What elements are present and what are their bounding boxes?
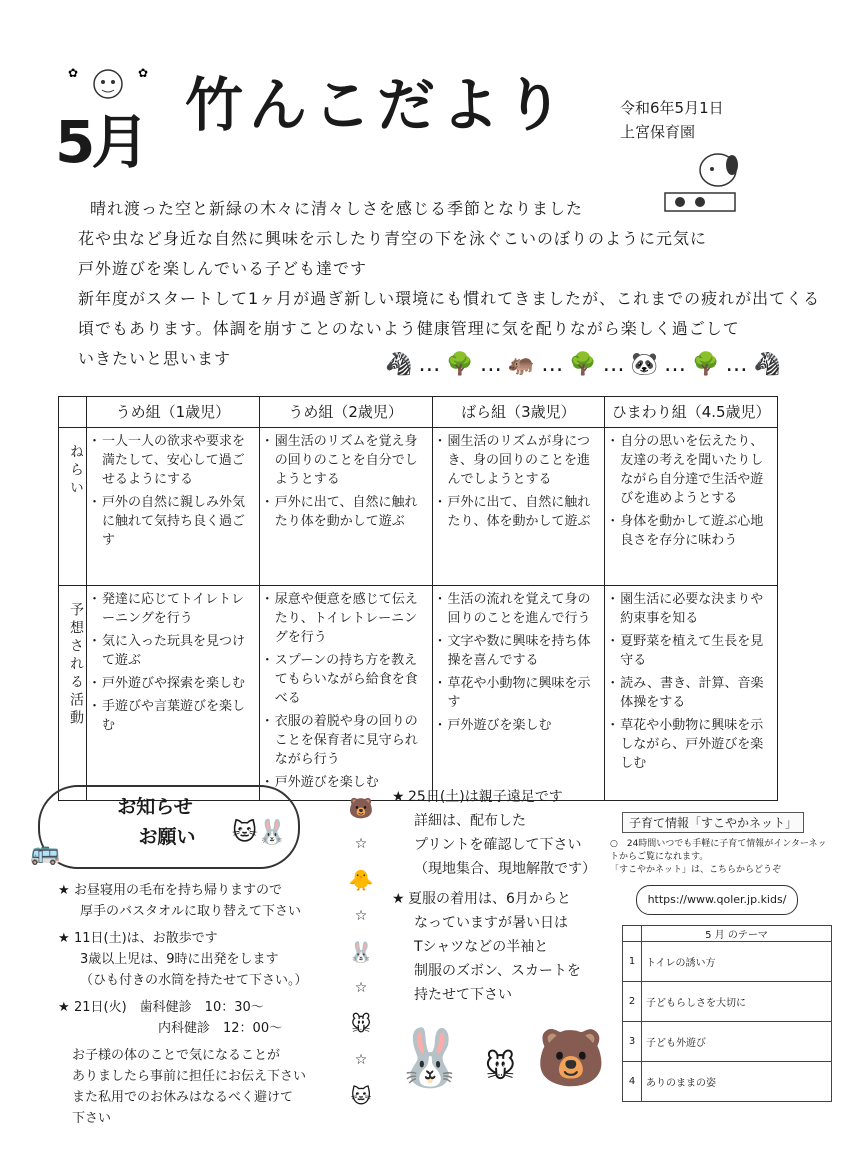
list-item: ・ スプーンの持ち方を教えてもらいながら給食を食べる xyxy=(265,651,427,708)
month-label: 5月 xyxy=(55,108,146,176)
info-line: ○ 24時間いつでも手軽に子育て情報がインターネットからご覧になれます。 xyxy=(610,839,827,862)
intro-line: 頃でもあります。体調を崩すことのないよう健康管理に気を配りながら楽しく過ごして xyxy=(78,319,740,338)
theme-number: 3 xyxy=(623,1022,642,1062)
list-item: ・ 戸外に出て、自然に触れたり、体を動かして遊ぶ xyxy=(438,493,600,531)
notice-text: 内科健診 12：00～ xyxy=(158,1021,283,1036)
svg-text:✿: ✿ xyxy=(68,66,79,80)
theme-text: トイレの誘い方 xyxy=(642,942,832,982)
list-item: ・ 戸外遊びを楽しむ xyxy=(265,773,427,792)
info-line: 「すこやかネット」は、こちらからどうぞ xyxy=(610,865,782,875)
website-link[interactable]: https://www.qoler.jp.kids/ xyxy=(636,885,798,915)
intro-paragraph xyxy=(78,194,821,374)
list-item: ・ 文字や数に興味を持ち体操を喜んでする xyxy=(438,632,600,670)
list-item: ・ 戸外遊びを楽しむ xyxy=(438,716,600,735)
star-icon: ★ xyxy=(58,931,70,946)
list-item: ・ 気に入った玩具を見つけて遊ぶ xyxy=(92,632,254,670)
list-item: ・ 読み、書き、計算、音楽体操をする xyxy=(610,674,772,712)
list-item: ・ 草花や小動物に興味を示しながら、戸外遊びを楽しむ xyxy=(610,716,772,773)
svg-text:✿: ✿ xyxy=(138,66,149,80)
school-name: 上宮保育園 xyxy=(620,123,696,141)
list-item: ・ 身体を動かして遊ぶ心地良さを存分に味わう xyxy=(610,512,772,550)
list-item: ・ 自分の思いを伝えたり、友達の考えを聞いたりしながら自分達で生活や遊びを進めようとする xyxy=(610,432,772,508)
theme-text: 子どもらしさを大切に xyxy=(642,982,832,1022)
list-item: ・ 園生活に必要な決まりや約束事を知る xyxy=(610,590,772,628)
mouse-icon: 🐭 xyxy=(350,1012,372,1036)
theme-table xyxy=(622,925,832,1102)
notice-text: （現地集合、現地解散です） xyxy=(414,861,596,877)
table-cell xyxy=(259,428,432,586)
theme-number: 1 xyxy=(623,942,642,982)
tree-icon: 🌳 xyxy=(569,352,603,377)
notice-text: お子様の体のことで気になることが xyxy=(72,1048,281,1063)
list-item: ・ 衣服の着脱や身の回りのことを保育者に見守られながら行う xyxy=(265,712,427,769)
theme-number: 4 xyxy=(623,1062,642,1102)
theme-text: 子ども外遊び xyxy=(642,1022,832,1062)
list-item: ・ 手遊びや言葉遊びを楽しむ xyxy=(92,697,254,735)
zebra-icon: 🦓 xyxy=(753,352,787,377)
notice-text: Tシャツなどの半袖と xyxy=(414,939,549,955)
list-item: ・ 尿意や便意を感じて伝えたり、トイレトレーニングを行う xyxy=(265,590,427,647)
corner-cell xyxy=(59,397,87,428)
list-item: ・ 戸外の自然に親しみ外気に触れて気持ち良く過ごす xyxy=(92,493,254,550)
issue-info xyxy=(620,96,724,144)
notice-text: なっていますが暑い日は xyxy=(414,915,568,931)
animal-column-decoration xyxy=(345,790,377,1114)
mouse-icon: 🐭 xyxy=(484,1050,537,1085)
star-icon: ★ xyxy=(58,883,70,898)
notice-text: 詳細は、配布した xyxy=(414,813,526,829)
notice-text: 下さい xyxy=(72,1111,112,1126)
notice-item xyxy=(58,880,343,922)
cat-icon: 🐱 xyxy=(232,818,258,846)
list-item: ・ 発達に応じてトイレトレーニングを行う xyxy=(92,590,254,628)
info-header xyxy=(622,812,804,833)
monthly-plan-table xyxy=(58,396,778,801)
bus-illustration xyxy=(30,838,60,866)
table-cell xyxy=(432,586,605,801)
issue-date: 令和6年5月1日 xyxy=(620,99,724,117)
notice-text: 21日(火) 歯科健診 10：30～ xyxy=(74,1000,264,1015)
notice-title xyxy=(95,792,215,852)
table-row xyxy=(623,1062,832,1102)
table-cell xyxy=(623,926,642,942)
list-item: ・ 夏野菜を植えて生長を見守る xyxy=(610,632,772,670)
notice-text: 11日(土)は、お散歩です xyxy=(74,931,218,946)
star-icon: ☆ xyxy=(354,1052,368,1068)
table-cell xyxy=(259,586,432,801)
notice-text: 厚手のバスタオルに取り替えて下さい xyxy=(80,904,302,919)
column-header: ばら組（3歳児） xyxy=(432,397,605,428)
star-icon: ★ xyxy=(58,1000,70,1015)
theme-number: 2 xyxy=(623,982,642,1022)
notice-title-line: お知らせ xyxy=(117,796,193,818)
notice-text: 制服のズボン、スカートを xyxy=(414,963,581,979)
right-notices xyxy=(392,785,602,1013)
notice-title-line: お願い xyxy=(138,826,196,848)
info-label: 子育て情報「すこやかネット」 xyxy=(622,812,804,833)
notice-text: 25日(土)は親子遠足です xyxy=(408,789,563,805)
kids-illustration xyxy=(232,818,287,846)
bear-icon: 🐻 xyxy=(536,1026,626,1091)
row-header xyxy=(59,428,87,586)
tree-icon: 🌳 xyxy=(446,352,480,377)
bear-icon: 🐻 xyxy=(348,796,374,820)
list-item: ・ 園生活のリズムが身につき、身の回りのことを進んでしようとする xyxy=(438,432,600,489)
rabbit-icon: 🐰 xyxy=(395,1026,485,1091)
table-cell xyxy=(605,586,778,801)
list-item: ・ 戸外遊びや探索を楽しむ xyxy=(92,674,254,693)
rabbit-icon: 🐰 xyxy=(348,940,374,964)
table-row xyxy=(623,1022,832,1062)
table-cell xyxy=(432,428,605,586)
activities-label: 予想される活動 xyxy=(68,602,84,728)
column-header: うめ組（1歳児） xyxy=(87,397,260,428)
star-icon: ☆ xyxy=(354,980,368,996)
star-icon: ☆ xyxy=(354,908,368,924)
notice-item xyxy=(392,785,602,881)
rabbit-bear-illustration xyxy=(395,1025,626,1091)
notice-text: また私用でのお休みはなるべく避けて xyxy=(72,1090,294,1105)
table-row xyxy=(623,982,832,1022)
aims-row xyxy=(59,428,778,586)
newsletter-title: 竹んこだより xyxy=(185,71,570,139)
theme-header: 5 月 のテーマ xyxy=(642,926,832,942)
left-notices xyxy=(58,880,343,1135)
tree-icon: 🌳 xyxy=(692,352,726,377)
star-icon: ☆ xyxy=(354,836,368,852)
theme-header-row xyxy=(623,926,832,942)
notice-text: お昼寝用の毛布を持ち帰りますので xyxy=(74,883,283,898)
zebra-icon: 🦓 xyxy=(385,352,419,377)
info-text xyxy=(610,838,830,877)
column-header: うめ組（2歳児） xyxy=(259,397,432,428)
notice-text: （ひも付きの水筒を持たせて下さい。） xyxy=(80,973,308,988)
intro-line: 晴れ渡った空と新緑の木々に清々しさを感じる季節となりました xyxy=(90,199,584,218)
notice-text: 3歳以上児は、9時に出発をします xyxy=(80,952,279,967)
notice-item xyxy=(58,928,343,991)
table-cell xyxy=(87,586,260,801)
hippo-icon: 🦛 xyxy=(507,352,542,377)
intro-line: いきたいと思います xyxy=(78,349,232,368)
animals-decoration: 🦓…🌳…🦛…🌳…🐼…🌳…🦓 xyxy=(385,352,787,377)
notice-text: 持たせて下さい xyxy=(414,987,512,1003)
rabbit-icon: 🐰 xyxy=(257,818,287,846)
aims-label: ねらい xyxy=(68,444,84,498)
star-icon: ★ xyxy=(392,789,405,805)
notice-text: ありましたら事前に担任にお伝え下さい xyxy=(72,1069,307,1084)
activities-row xyxy=(59,586,778,801)
bus-icon: 🚌 xyxy=(30,838,60,866)
panda-icon: 🐼 xyxy=(630,352,665,377)
list-item: ・ 生活の流れを覚えて身の回りのことを進んで行う xyxy=(438,590,600,628)
cat-icon: 🐱 xyxy=(350,1084,372,1108)
notice-item xyxy=(58,997,343,1039)
table-header-row xyxy=(59,397,778,428)
list-item: ・ 園生活のリズムを覚え身の回りのことを自分でしようとする xyxy=(265,432,427,489)
star-icon: ★ xyxy=(392,891,405,907)
notice-item xyxy=(392,887,602,1007)
notice-item xyxy=(58,1045,343,1129)
bird-icon: 🐥 xyxy=(348,868,374,892)
table-cell xyxy=(87,428,260,586)
column-header: ひまわり組（4.5歳児） xyxy=(605,397,778,428)
list-item: ・ 草花や小動物に興味を示す xyxy=(438,674,600,712)
intro-line: 戸外遊びを楽しんでいる子ども達です xyxy=(78,259,368,278)
row-header xyxy=(59,586,87,801)
table-cell xyxy=(605,428,778,586)
list-item: ・ 一人一人の欲求や要求を満たして、安心して過ごせるようにする xyxy=(92,432,254,489)
notice-text: プリントを確認して下さい xyxy=(414,837,582,853)
notice-text: 夏服の着用は、6月からと xyxy=(408,891,571,907)
intro-line: 花や虫など身近な自然に興味を示したり青空の下を泳ぐこいのぼりのように元気に xyxy=(78,229,708,248)
intro-line: 新年度がスタートして1ヶ月が過ぎ新しい環境にも慣れてきましたが、これまでの疲れが出てくる xyxy=(78,289,821,308)
table-row xyxy=(623,942,832,982)
theme-text: ありのままの姿 xyxy=(642,1062,832,1102)
list-item: ・ 戸外に出て、自然に触れたり体を動かして遊ぶ xyxy=(265,493,427,531)
